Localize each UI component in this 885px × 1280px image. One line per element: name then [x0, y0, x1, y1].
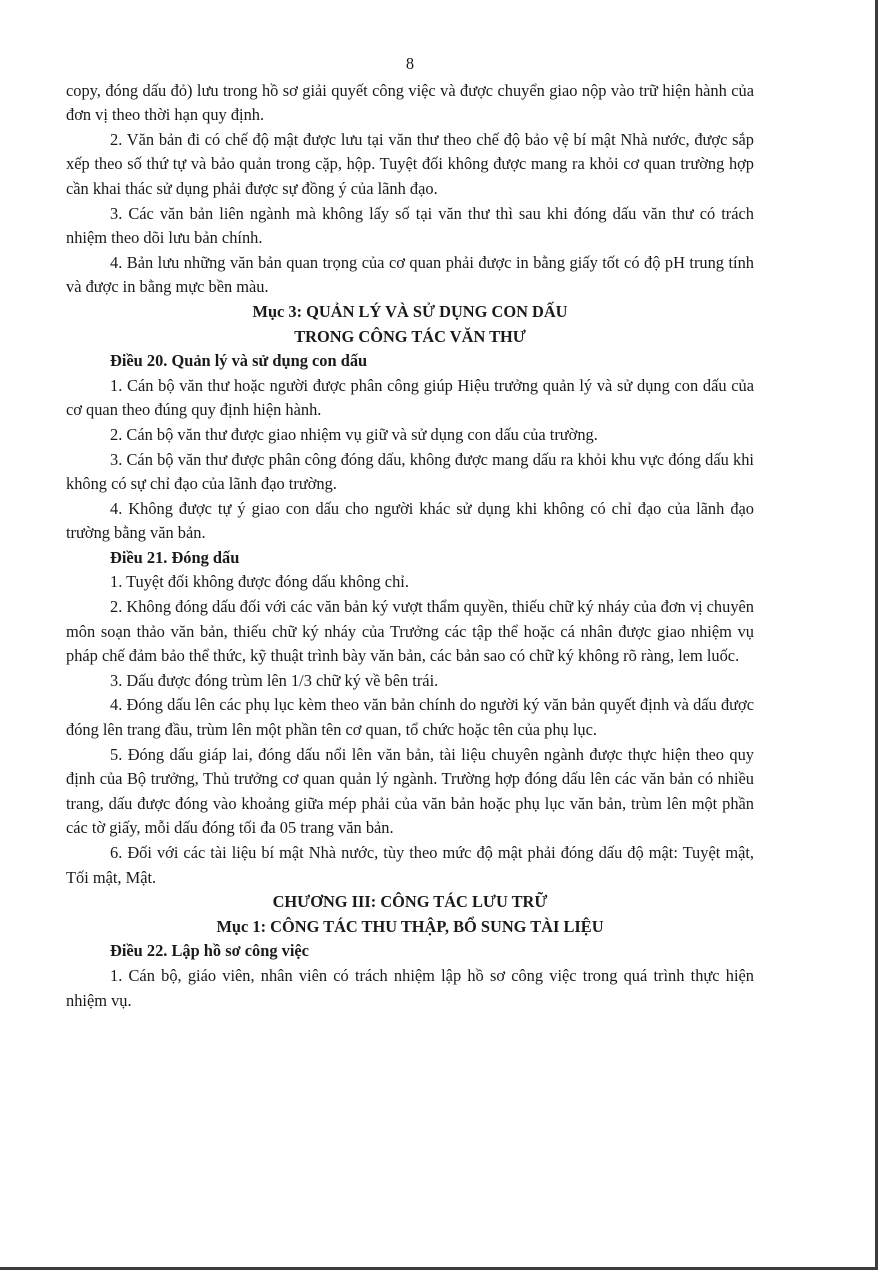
document-body	[66, 52, 754, 1013]
paragraph: 1. Tuyệt đối không được đóng dấu không chỉ.	[110, 572, 409, 592]
paragraph: 2. Không đóng dấu đối với các văn bản ký vượt thẩm quyền, thiếu chữ ký nháy của đơn vị chuyên môn soạn thảo văn bản, thiếu chữ ký nháy của Trưởng các tập thể hoặc cá nhân được giao nhiệm vụ pháp chế đảm bảo thể thức, kỹ thuật trình bày văn bản, các bản sao có chữ ký không rõ ràng, lem luốc.	[66, 597, 754, 666]
paragraph: 4. Bản lưu những văn bản quan trọng của cơ quan phải được in bằng giấy tốt có độ pH trung tính và được in bằng mực bền màu.	[66, 252, 754, 297]
page-number: 8	[405, 54, 415, 73]
paragraph: 3. Cán bộ văn thư được phân công đóng dấu, không được mang dấu ra khỏi khu vực đóng dấu khi không có sự chỉ đạo của lãnh đạo trường.	[66, 449, 754, 494]
section-heading: Mục 3: QUẢN LÝ VÀ SỬ DỤNG CON DẤU	[252, 301, 568, 321]
section-heading: TRONG CÔNG TÁC VĂN THƯ	[294, 326, 526, 346]
paragraph: 3. Dấu được đóng trùm lên 1/3 chữ ký về bên trái.	[110, 670, 439, 690]
paragraph: copy, đóng dấu đỏ) lưu trong hồ sơ giải quyết công việc và được chuyển giao nộp vào trữ hiện hành của đơn vị theo thời hạn quy định.	[66, 80, 754, 125]
section-heading: CHƯƠNG III: CÔNG TÁC LƯU TRỮ	[272, 892, 548, 912]
section-heading: Mục 1: CÔNG TÁC THU THẬP, BỔ SUNG TÀI LIỆU	[216, 916, 604, 936]
paragraph: 4. Không được tự ý giao con dấu cho người khác sử dụng khi không có chỉ đạo của lãnh đạo trường bằng văn bản.	[66, 498, 754, 543]
paragraph: 3. Các văn bản liên ngành mà không lấy số tại văn thư thì sau khi đóng dấu văn thư có trách nhiệm theo dõi lưu bản chính.	[66, 203, 754, 248]
paragraph: 5. Đóng dấu giáp lai, đóng dấu nổi lên văn bản, tài liệu chuyên ngành được thực hiện theo quy định của Bộ trưởng, Thủ trưởng cơ quan quản lý ngành. Trường hợp đóng dấu lên các văn bản có nhiều trang, dấu được đóng vào khoảng giữa mép phải của văn bản hoặc phụ lục văn bản, trùm lên một phần các tờ giấy, mỗi dấu đóng tối đa 05 trang văn bản.	[66, 744, 754, 838]
article-heading: Điều 22. Lập hồ sơ công việc	[110, 941, 309, 961]
document-text	[66, 79, 754, 1014]
paragraph: 6. Đối với các tài liệu bí mật Nhà nước, tùy theo mức độ mật phải đóng dấu độ mật: Tuyệt mật, Tối mật, Mật.	[66, 843, 754, 887]
article-heading: Điều 21. Đóng dấu	[110, 547, 240, 567]
paragraph: 2. Cán bộ văn thư được giao nhiệm vụ giữ và sử dụng con dấu của trường.	[110, 424, 598, 444]
paragraph: 2. Văn bản đi có chế độ mật được lưu tại văn thư theo chế độ bảo vệ bí mật Nhà nước, được sắp xếp theo số thứ tự và bảo quản trong cặp, hộp. Tuyệt đối không được mang ra khỏi cơ quan trường hợp cần khai thác sử dụng phải được sự đồng ý của lãnh đạo.	[66, 129, 754, 198]
paragraph: 1. Cán bộ, giáo viên, nhân viên có trách nhiệm lập hồ sơ công việc trong quá trình thực hiện nhiệm vụ.	[66, 965, 754, 1010]
paragraph: 4. Đóng dấu lên các phụ lục kèm theo văn bản chính do người ký văn bản quyết định và dấu được đóng lên trang đầu, trùm lên một phần tên cơ quan, tổ chức hoặc tên của phụ lục.	[66, 695, 754, 740]
paragraph: 1. Cán bộ văn thư hoặc người được phân công giúp Hiệu trưởng quản lý và sử dụng con dấu của cơ quan theo đúng quy định hiện hành.	[66, 375, 754, 420]
article-heading: Điều 20. Quản lý và sử dụng con dấu	[110, 351, 368, 371]
